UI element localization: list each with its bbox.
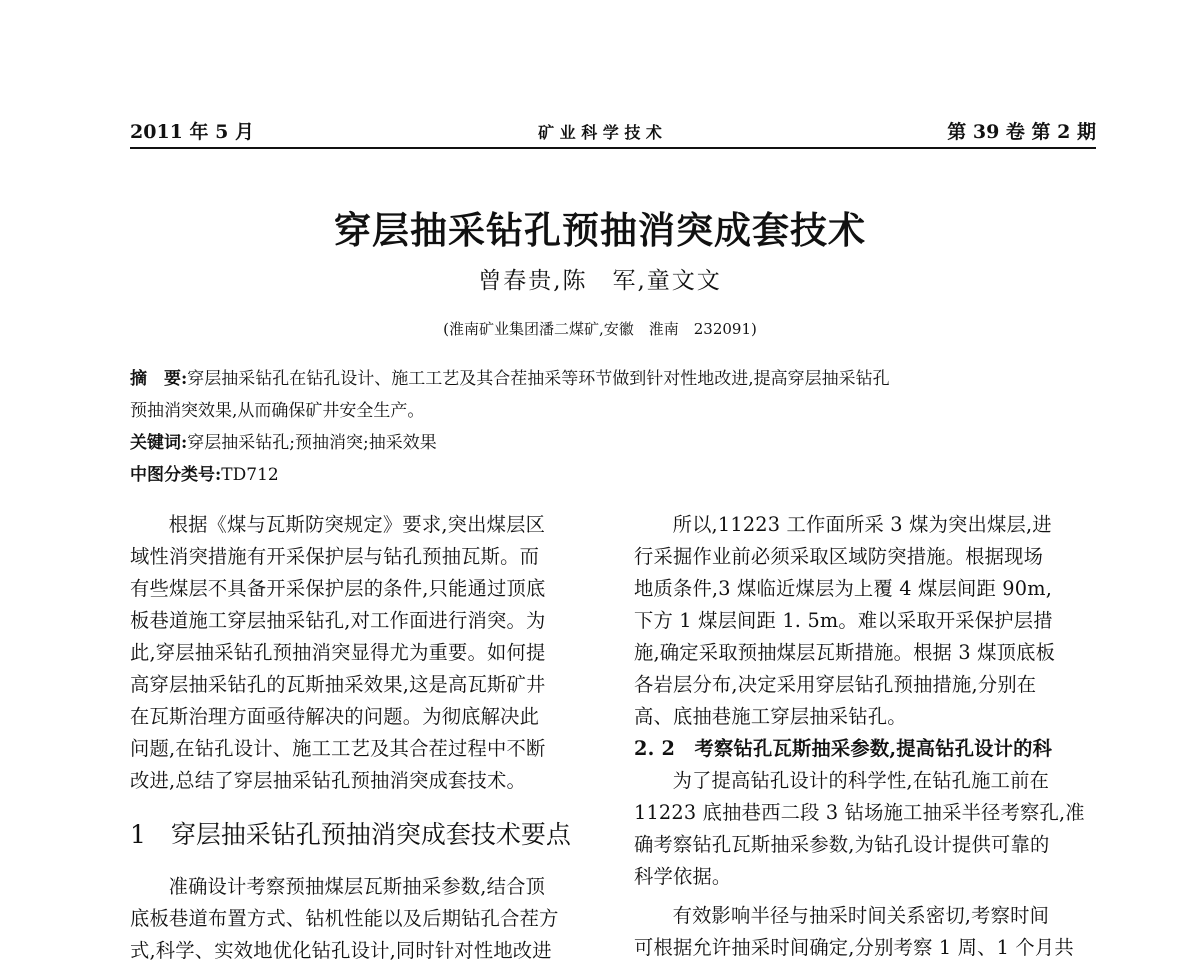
para3-line: 可根据允许抽采时间确定,分别考察 1 周、1 个月共 [634,936,1074,959]
intro-line: 此,穿层抽采钻孔预抽消突显得尤为重要。如何提 [130,641,546,664]
abstract-label: 摘 要: [130,369,188,389]
intro-line: 问题,在钻孔设计、施工工艺及其合茬过程中不断 [130,737,546,760]
para1-line: 所以,11223 工作面所采 3 煤为突出煤层,进 [672,513,1052,536]
section-1-line: 底板巷道布置方式、钻机性能以及后期钻孔合茬方 [130,907,559,930]
intro-line: 高穿层抽采钻孔的瓦斯抽采效果,这是高瓦斯矿井 [130,673,546,696]
para2-line: 确考察钻孔瓦斯抽采参数,为钻孔设计提供可靠的 [634,833,1050,856]
para2-line: 科学依据。 [634,865,732,888]
para1-line: 高、底抽巷施工穿层抽采钻孔。 [634,705,907,728]
header-issue: 第 39 卷 第 2 期 [947,121,1096,143]
abstract-line-2: 预抽消突效果,从而确保矿井安全生产。 [130,401,425,421]
classification-label: 中图分类号: [130,465,222,485]
header-rule [130,147,1096,149]
keywords-line [130,428,437,453]
header-date: 2011 年 5 月 [130,121,254,143]
section-1-heading: 1 穿层抽采钻孔预抽消突成套技术要点 [130,820,571,849]
abstract-text-1: 穿层抽采钻孔在钻孔设计、施工工艺及其合茬抽采等环节做到针对性地改进,提高穿层抽采钻孔 [187,369,890,389]
para1-line: 施,确定采取预抽煤层瓦斯措施。根据 3 煤顶底板 [634,641,1056,664]
intro-line: 改进,总结了穿层抽采钻孔预抽消突成套技术。 [130,769,526,792]
keywords-text: 穿层抽采钻孔;预抽消突;抽采效果 [187,433,437,453]
para3-line: 有效影响半径与抽采时间关系密切,考察时间 [672,904,1050,927]
intro-line: 根据《煤与瓦斯防突规定》要求,突出煤层区 [168,513,546,536]
section-2-2-heading: 2. 2 考察钻孔瓦斯抽采参数,提高钻孔设计的科 [634,737,1053,760]
section-1-line: 式,科学、实效地优化钻孔设计,同时针对性地改进 [130,939,552,962]
para1-line: 地质条件,3 煤临近煤层为上覆 4 煤层间距 90m, [634,577,1053,600]
keywords-label: 关键词: [130,433,188,453]
para1-line: 下方 1 煤层间距 1. 5m。难以采取开采保护层措 [634,609,1053,632]
para1-line: 各岩层分布,决定采用穿层钻孔预抽措施,分别在 [634,673,1037,696]
intro-line: 有些煤层不具备开采保护层的条件,只能通过顶底 [130,577,546,600]
intro-line: 板巷道施工穿层抽采钻孔,对工作面进行消突。为 [130,609,546,632]
para2-line: 11223 底抽巷西二段 3 钻场施工抽采半径考察孔,准 [634,801,1085,824]
classification-line [130,460,279,485]
left-column-after [130,871,592,967]
header-journal: 矿 业 科 学 技 术 [538,123,662,142]
paper-affiliation: (淮南矿业集团潘二煤矿,安徽 淮南 232091) [443,320,757,338]
paper-authors: 曾春贵,陈 军,童文文 [478,268,722,294]
intro-line: 域性消突措施有开采保护层与钻孔预抽瓦斯。而 [130,545,540,568]
right-column [634,509,1096,964]
left-column [130,509,592,797]
para2-line: 为了提高钻孔设计的科学性,在钻孔施工前在 [672,769,1050,792]
paper-title: 穿层抽采钻孔预抽消突成套技术 [334,208,866,252]
intro-line: 在瓦斯治理方面亟待解决的问题。为彻底解决此 [130,705,540,728]
abstract-line-1 [130,364,890,389]
section-1-line: 准确设计考察预抽煤层瓦斯抽采参数,结合顶 [168,875,546,898]
classification-text: TD712 [221,465,279,485]
para1-line: 行采掘作业前必须采取区域防突措施。根据现场 [634,545,1044,568]
